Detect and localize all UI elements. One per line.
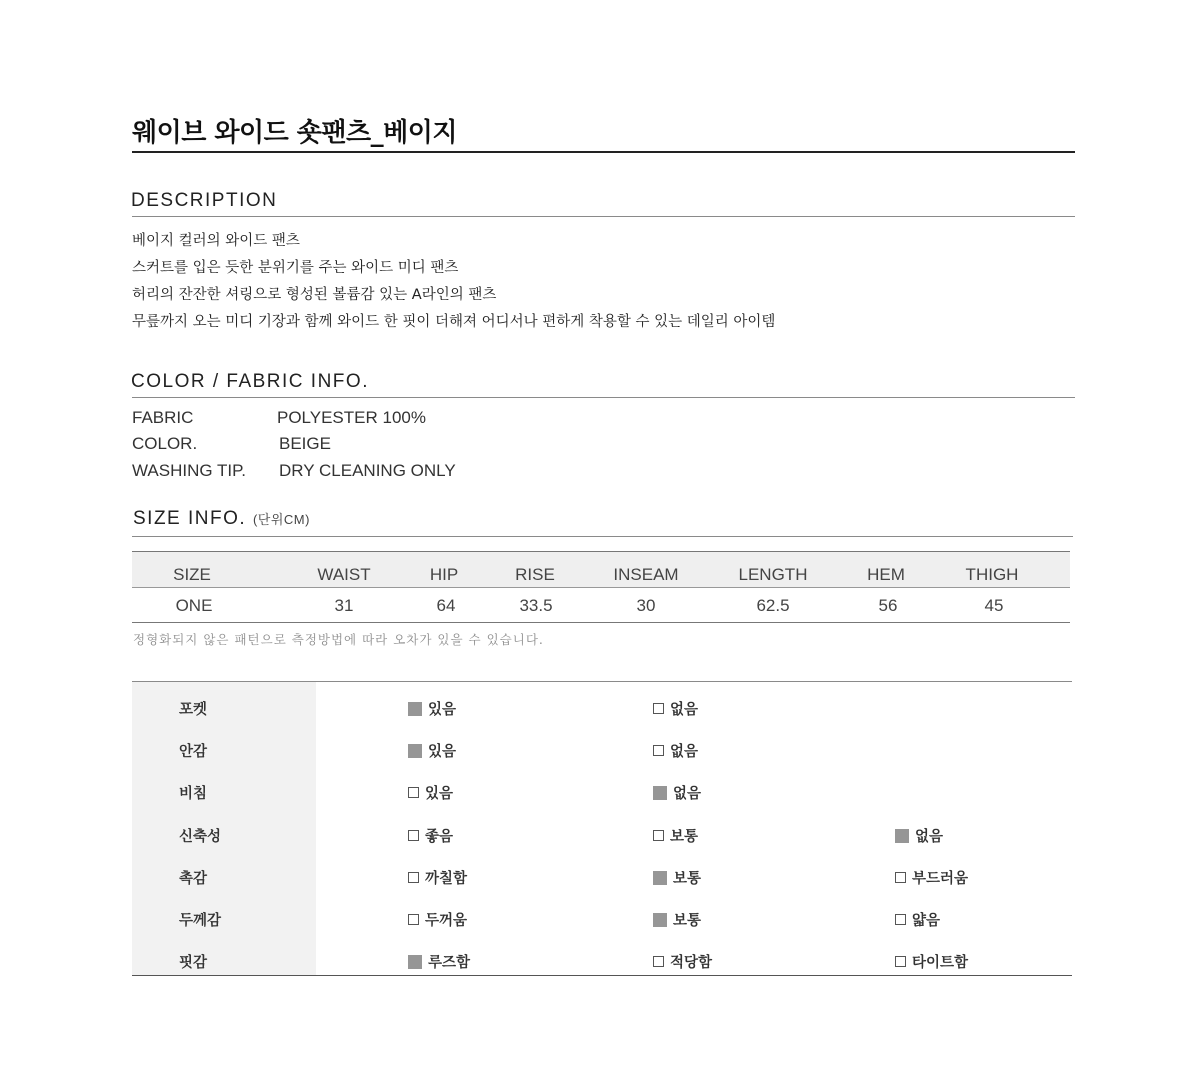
color-label: COLOR.	[132, 434, 198, 453]
feature-option[interactable]	[653, 782, 701, 803]
size-cell: ONE	[175, 596, 213, 615]
unchecked-checkbox[interactable]	[653, 956, 664, 967]
checked-checkbox[interactable]	[408, 702, 422, 716]
size-table-header	[132, 551, 1070, 588]
unchecked-checkbox[interactable]	[408, 872, 419, 883]
size-info-title: SIZE INFO.	[133, 508, 247, 529]
washing-tip-value: DRY CLEANING ONLY	[279, 461, 456, 480]
feature-option-label: 보통	[673, 871, 702, 887]
feature-option-label: 두꺼움	[425, 913, 468, 929]
feature-option[interactable]	[895, 951, 968, 972]
size-header-cell: SIZE	[173, 565, 211, 584]
product-title: 웨이브 와이드 숏팬츠_베이지	[132, 118, 457, 148]
feature-option[interactable]	[653, 867, 701, 888]
feature-label: 촉감	[179, 871, 208, 887]
feature-label: 안감	[179, 744, 208, 760]
feature-option[interactable]	[408, 909, 467, 930]
feature-option[interactable]	[653, 825, 698, 846]
fabric-value: POLYESTER 100%	[277, 408, 426, 427]
feature-option-label: 적당함	[670, 955, 713, 971]
checked-checkbox[interactable]	[895, 829, 909, 843]
checked-checkbox[interactable]	[408, 744, 422, 758]
feature-label: 핏감	[179, 955, 208, 971]
title-divider	[132, 151, 1075, 153]
size-info-heading	[133, 508, 310, 530]
size-table	[132, 551, 1070, 623]
feature-label: 포켓	[179, 702, 208, 718]
size-cell: 56	[878, 596, 898, 615]
feature-option-label: 타이트함	[912, 955, 969, 971]
feature-label: 신축성	[179, 829, 222, 845]
feature-row	[132, 816, 1072, 858]
fabric-label: FABRIC	[132, 408, 194, 427]
feature-option[interactable]	[408, 951, 470, 972]
checked-checkbox[interactable]	[653, 913, 667, 927]
feature-option[interactable]	[653, 951, 712, 972]
unchecked-checkbox[interactable]	[408, 914, 419, 925]
description-line: 허리의 잔잔한 셔링으로 형성된 볼륨감 있는 A라인의 팬츠	[132, 287, 497, 303]
feature-option-label: 없음	[673, 786, 702, 802]
feature-option-label: 보통	[670, 829, 699, 845]
size-cell: 31	[334, 596, 354, 615]
description-line: 무릎까지 오는 미디 기장과 함께 와이드 한 핏이 더해져 어디서나 편하게 착용할 수 있는 데일리 아이템	[132, 314, 776, 330]
size-header-cell: INSEAM	[613, 565, 679, 584]
unchecked-checkbox[interactable]	[653, 830, 664, 841]
feature-option-label: 얇음	[912, 913, 941, 929]
size-cell: 62.5	[756, 596, 790, 615]
feature-row	[132, 900, 1072, 942]
feature-option-label: 없음	[670, 702, 699, 718]
size-header-cell: HEM	[867, 565, 905, 584]
feature-option[interactable]	[408, 867, 467, 888]
feature-option-label: 없음	[915, 829, 944, 845]
feature-option[interactable]	[408, 740, 456, 761]
color-value: BEIGE	[279, 434, 331, 453]
table-row	[132, 588, 1070, 623]
feature-label: 두께감	[179, 913, 222, 929]
size-cell: 30	[636, 596, 656, 615]
unchecked-checkbox[interactable]	[653, 745, 664, 756]
size-header-cell: WAIST	[317, 565, 371, 584]
size-header-cell: LENGTH	[738, 565, 808, 584]
size-unit: (단위CM)	[252, 512, 310, 527]
feature-option-label: 부드러움	[912, 871, 969, 887]
size-header-cell: HIP	[429, 565, 459, 584]
feature-option-label: 좋음	[425, 829, 454, 845]
unchecked-checkbox[interactable]	[895, 956, 906, 967]
feature-option-label: 보통	[673, 913, 702, 929]
feature-option-label: 까칠함	[425, 871, 468, 887]
description-heading: DESCRIPTION	[131, 190, 278, 211]
washing-tip-label: WASHING TIP.	[132, 461, 246, 480]
size-cell: 45	[984, 596, 1004, 615]
feature-row	[132, 773, 1072, 815]
unchecked-checkbox[interactable]	[408, 830, 419, 841]
feature-option[interactable]	[408, 698, 456, 719]
size-note: 정형화되지 않은 패턴으로 측정방법에 따라 오차가 있을 수 있습니다.	[133, 632, 544, 647]
size-header-cell: RISE	[515, 565, 555, 584]
unchecked-checkbox[interactable]	[895, 872, 906, 883]
unchecked-checkbox[interactable]	[408, 787, 419, 798]
feature-option-label: 있음	[428, 702, 457, 718]
size-info-divider	[132, 536, 1073, 537]
feature-option[interactable]	[895, 825, 943, 846]
unchecked-checkbox[interactable]	[895, 914, 906, 925]
feature-table	[132, 681, 1072, 976]
feature-option-label: 있음	[428, 744, 457, 760]
feature-option[interactable]	[408, 825, 453, 846]
feature-option[interactable]	[895, 867, 968, 888]
checked-checkbox[interactable]	[653, 786, 667, 800]
checked-checkbox[interactable]	[653, 871, 667, 885]
feature-label: 비침	[179, 786, 208, 802]
feature-option[interactable]	[408, 782, 453, 803]
feature-row	[132, 858, 1072, 900]
size-cell: 33.5	[519, 596, 553, 615]
feature-option[interactable]	[653, 698, 698, 719]
feature-option-label: 루즈함	[428, 955, 471, 971]
feature-option-label: 있음	[425, 786, 454, 802]
feature-option[interactable]	[653, 909, 701, 930]
size-cell: 64	[436, 596, 456, 615]
unchecked-checkbox[interactable]	[653, 703, 664, 714]
feature-row	[132, 942, 1072, 984]
feature-option-label: 없음	[670, 744, 699, 760]
feature-option[interactable]	[895, 909, 940, 930]
feature-option[interactable]	[653, 740, 698, 761]
fabric-info-divider	[132, 397, 1075, 398]
description-line: 스커트를 입은 듯한 분위기를 주는 와이드 미디 팬츠	[132, 260, 459, 276]
fabric-info-heading: COLOR / FABRIC INFO.	[131, 371, 369, 392]
description-line: 베이지 컬러의 와이드 팬츠	[132, 233, 300, 249]
feature-row	[132, 731, 1072, 773]
feature-row	[132, 689, 1072, 731]
size-header-cell: THIGH	[965, 565, 1019, 584]
description-divider	[132, 216, 1075, 217]
checked-checkbox[interactable]	[408, 955, 422, 969]
